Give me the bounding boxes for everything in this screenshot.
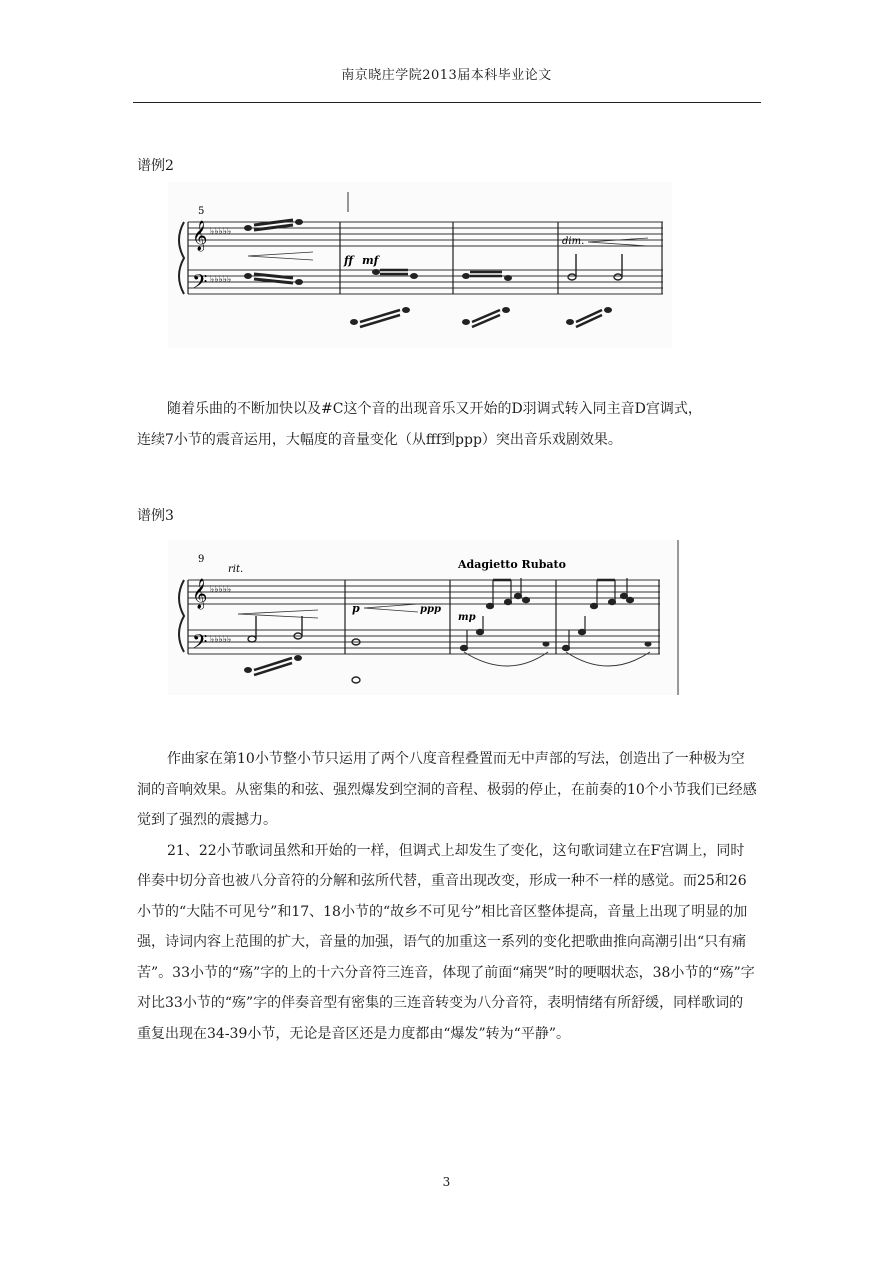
measure-number-5: 5 [198, 206, 205, 217]
svg-text:♭♭♭♭♭: ♭♭♭♭♭ [210, 227, 232, 237]
measure-number-9: 9 [198, 554, 205, 565]
header-rule [133, 102, 761, 103]
score-example-3 [168, 540, 680, 695]
paragraph-2-part-2: 21、22小节歌词虽然和开始的一样，但调式上却发生了变化，这句歌词建立在F宫调上，同时伴奏中切分音也被八分音符的分解和弦所代替，重音出现改变，形成一种不一样的感觉。而25和26小节的“大陆不可见兮”和17、18小节的“故乡不可见兮”相比音区整体提高，音量上出现了明显的加强，诗词内容上范围的扩大，音量的加强，语气的加重这一系列的变化把歌曲推向高潮引出“只有痛苦”。33小节的“殇”字的上的十六分音符三连音，体现了前面“痛哭”时的哽咽状态，38小节的“殇”字对比33小节的“殇”字的伴奏音型有密集的三连音转变为八分音符，表明情绪有所舒缓，同样歌词的重复出现在34-39小节，无论是音区还是力度都由“爆发”转为“平静”。 [137, 842, 755, 1042]
dynamic-mf: mf [362, 254, 379, 267]
rit-marking: rit. [228, 564, 244, 575]
page-number: 3 [442, 1175, 451, 1189]
score-example-2 [168, 182, 672, 348]
paragraph-2-part-1: 作曲家在第10小节整小节只运用了两个八度音程叠置而无中声部的写法，创造出了一种极为空洞的音响效果。从密集的和弦、强烈爆发到空洞的音程、极弱的停止，在前奏的10个小节我们已经感觉到了强烈的震撼力。 [137, 751, 757, 828]
dynamic-p: p [352, 602, 360, 615]
dynamic-mp: mp [458, 612, 476, 623]
paragraph-1-line-2: 连续7小节的震音运用，大幅度的音量变化（从fff到ppp）突出音乐戏剧效果。 [137, 431, 622, 448]
example-3-label: 谱例3 [137, 508, 174, 524]
svg-text:𝄞: 𝄞 [192, 579, 208, 609]
example-2-label: 谱例2 [137, 158, 174, 174]
svg-text:♭♭♭♭♭: ♭♭♭♭♭ [210, 635, 232, 645]
page-header: 南京晓庄学院2013届本科毕业论文 [341, 68, 552, 83]
svg-text:𝄞: 𝄞 [192, 221, 208, 251]
paragraph-1 [137, 394, 757, 455]
paragraph-1-line-1: 随着乐曲的不断加快以及#C这个音的出现音乐又开始的D羽调式转入同主音D宫调式， [167, 401, 702, 417]
paragraph-2 [137, 744, 757, 1049]
tempo-marking: Adagietto Rubato [458, 558, 566, 571]
svg-text:♭♭♭♭♭: ♭♭♭♭♭ [210, 275, 232, 285]
dynamic-ff: ff [344, 254, 354, 267]
dynamic-ppp: ppp [420, 604, 441, 615]
svg-text:𝄢: 𝄢 [192, 630, 208, 658]
svg-text:♭♭♭♭♭: ♭♭♭♭♭ [210, 585, 232, 595]
svg-text:𝄢: 𝄢 [192, 270, 208, 298]
dim-marking: dim. [562, 236, 585, 247]
